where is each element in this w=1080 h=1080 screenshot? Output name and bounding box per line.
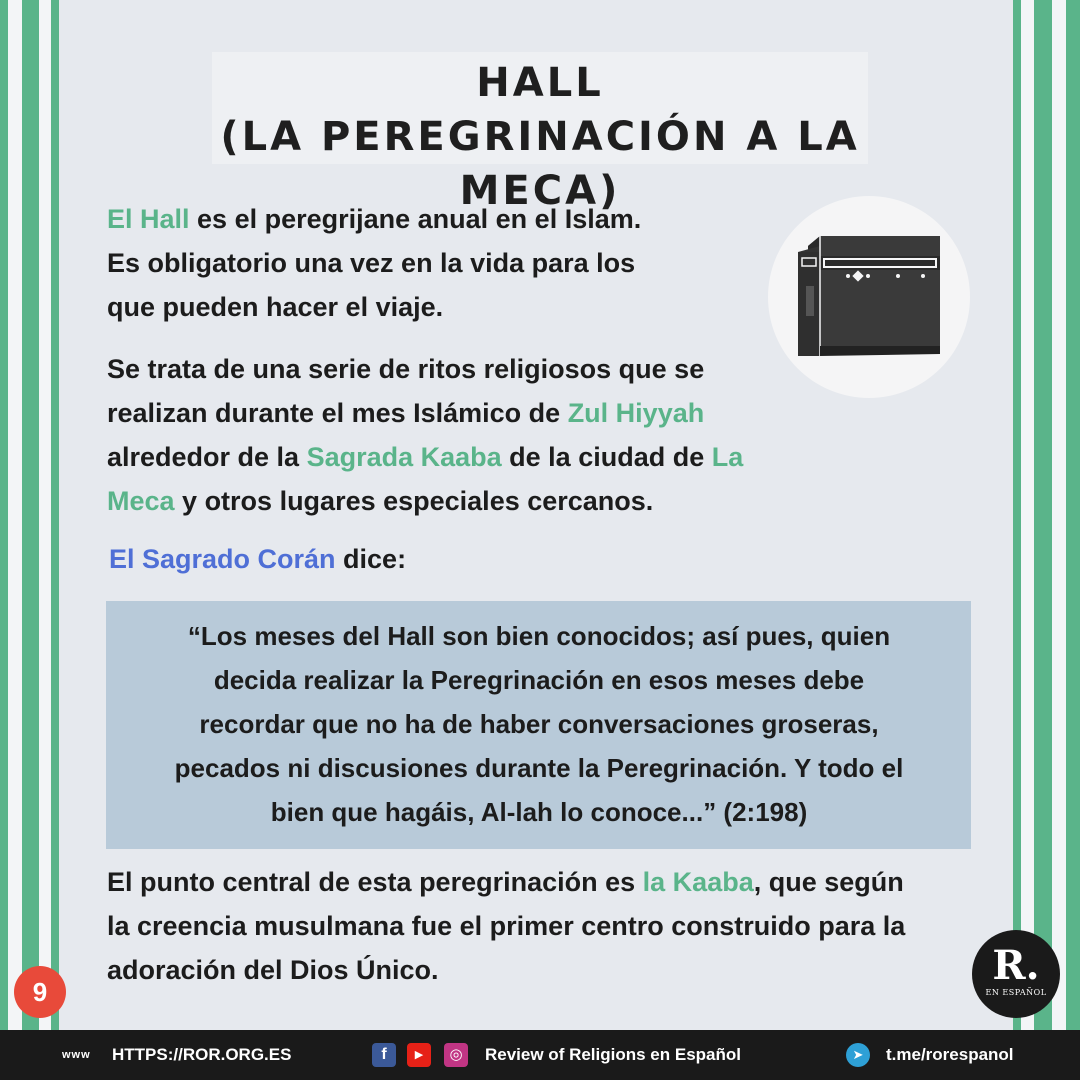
logo-letter: R. [992, 942, 1040, 989]
rites-line-2: realizan durante el mes Islámico de Zul Hiyyah [107, 398, 705, 428]
rites-line-3: alrededor de la Sagrada Kaaba de la ciudad de La [107, 442, 744, 472]
kaaba-badge [768, 196, 970, 398]
intro-line-1: El Hall es el peregrijane anual en el Islam. [107, 204, 642, 234]
youtube-icon[interactable]: ▶ [407, 1043, 431, 1067]
logo-subtitle: EN ESPAÑOL [985, 988, 1047, 997]
title-line-1: HALL [476, 60, 604, 106]
highlight-la: La [711, 442, 744, 472]
kaaba-line-2: la creencia musulmana fue el primer centro construido para la [107, 911, 906, 941]
telegram-icon[interactable]: ➤ [846, 1043, 870, 1067]
quote-line-4: pecados ni discusiones durante la Peregrinación. Y todo el [174, 753, 904, 783]
intro-line-3: que pueden hacer el viaje. [107, 292, 444, 322]
page-title [212, 52, 868, 214]
highlight-zul-hiyyah: Zul Hiyyah [567, 398, 705, 428]
rites-line-4: Meca y otros lugares especiales cercanos. [107, 486, 654, 516]
highlight-el-hall: El Hall [107, 204, 190, 234]
kaaba-icon [768, 196, 970, 398]
instagram-icon[interactable]: ◎ [444, 1043, 468, 1067]
kaaba-line-3: adoración del Dios Único. [107, 955, 439, 985]
highlight-meca: Meca [107, 486, 175, 516]
website-link[interactable]: HTTPS://ROR.ORG.ES [112, 1045, 292, 1064]
highlight-sagrada-kaaba: Sagrada Kaaba [306, 442, 502, 472]
quote-line-1: “Los meses del Hall son bien conocidos; así pues, quien [187, 621, 891, 651]
facebook-icon[interactable]: f [372, 1043, 396, 1067]
quran-quote [120, 614, 958, 834]
footer-bar [0, 1030, 1080, 1080]
www-icon: www [62, 1049, 91, 1061]
page-number-badge: 9 [14, 966, 66, 1018]
social-name[interactable]: Review of Religions en Español [485, 1045, 741, 1064]
kaaba-line-1: El punto central de esta peregrinación es la Kaaba, que según [107, 867, 904, 897]
highlight-sagrado-coran: El Sagrado Corán [109, 544, 336, 574]
telegram-link[interactable]: t.me/rorespanol [886, 1045, 1014, 1064]
intro-line-2: Es obligatorio una vez en la vida para los [107, 248, 636, 278]
ror-logo [972, 930, 1060, 1018]
quote-line-5: bien que hagáis, Al-lah lo conoce...” (2:198) [270, 797, 808, 827]
quran-intro: El Sagrado Corán dice: [109, 544, 407, 574]
highlight-la-kaaba: la Kaaba [642, 867, 754, 897]
rites-line-1: Se trata de una serie de ritos religiosos que se [107, 354, 705, 384]
quote-line-3: recordar que no ha de haber conversaciones groseras, [199, 709, 879, 739]
title-line-2: (LA PEREGRINACIÓN A LA MECA) [220, 114, 860, 214]
quote-line-2: decida realizar la Peregrinación en esos meses debe [213, 665, 865, 695]
